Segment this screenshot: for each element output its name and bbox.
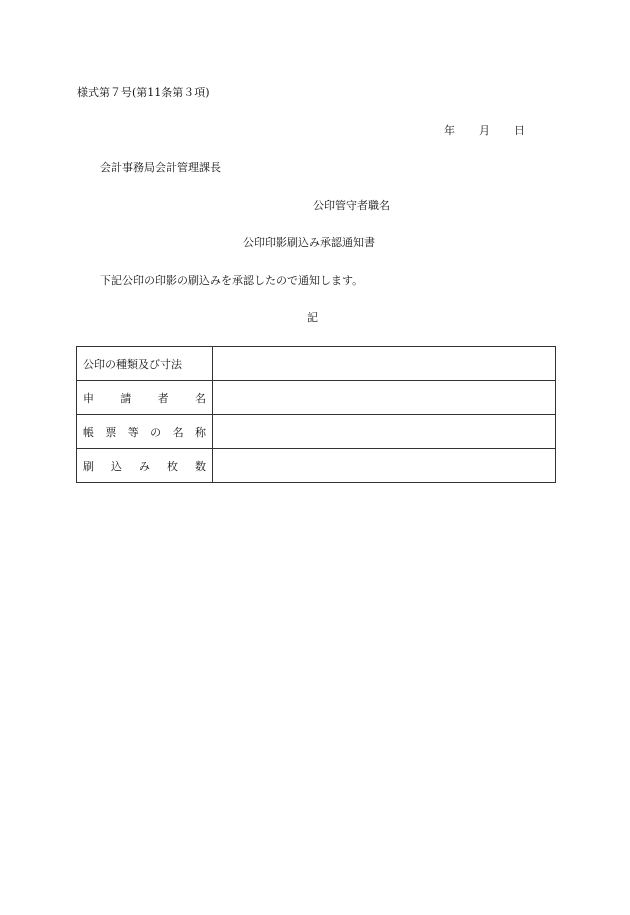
table-row: [77, 347, 556, 381]
row-label-text: [83, 390, 206, 406]
date-line: [444, 124, 525, 138]
label-char: 等: [127, 425, 139, 439]
addressee: 会計事務局会計管理課長: [100, 161, 221, 174]
custodian-title: 公印管守者職名: [313, 199, 390, 212]
label-char: み: [139, 459, 150, 473]
row-value-applicant: [213, 381, 556, 415]
form-number: 様式第７号(第11条第３項): [77, 86, 210, 99]
label-char: 申: [83, 391, 94, 405]
row-value-print-count: [213, 449, 556, 483]
table-row: [77, 381, 556, 415]
row-label-applicant: [77, 381, 213, 415]
row-label-text: [83, 424, 206, 440]
row-label-seal-type: [77, 347, 213, 381]
label-char: 票: [105, 425, 117, 439]
row-label-text: [83, 458, 206, 474]
row-label-text: 公印の種類及び寸法: [83, 357, 182, 371]
row-label-form-name: [77, 415, 213, 449]
label-char: 名: [194, 391, 206, 405]
label-char: 請: [120, 391, 132, 405]
table-row: [77, 449, 556, 483]
label-char: の: [150, 425, 162, 439]
details-table: [76, 346, 556, 483]
body-text: 下記公印の印影の刷込みを承認したので通知します。: [100, 274, 364, 287]
date-day-label: 日: [514, 124, 525, 137]
label-char: 者: [157, 391, 169, 405]
table-row: [77, 415, 556, 449]
label-char: 数: [195, 459, 206, 473]
document-title: 公印印影刷込み承認通知書: [243, 236, 375, 249]
ki-label: 記: [307, 311, 318, 324]
date-month-label: 月: [479, 124, 490, 137]
row-label-print-count: [77, 449, 213, 483]
label-char: 込: [111, 459, 122, 473]
label-char: 帳: [83, 425, 94, 439]
label-char: 称: [194, 425, 206, 439]
label-char: 枚: [167, 459, 178, 473]
label-char: 刷: [83, 459, 94, 473]
date-year-label: 年: [444, 124, 455, 137]
label-char: 名: [172, 425, 184, 439]
row-value-seal-type: [213, 347, 556, 381]
row-value-form-name: [213, 415, 556, 449]
